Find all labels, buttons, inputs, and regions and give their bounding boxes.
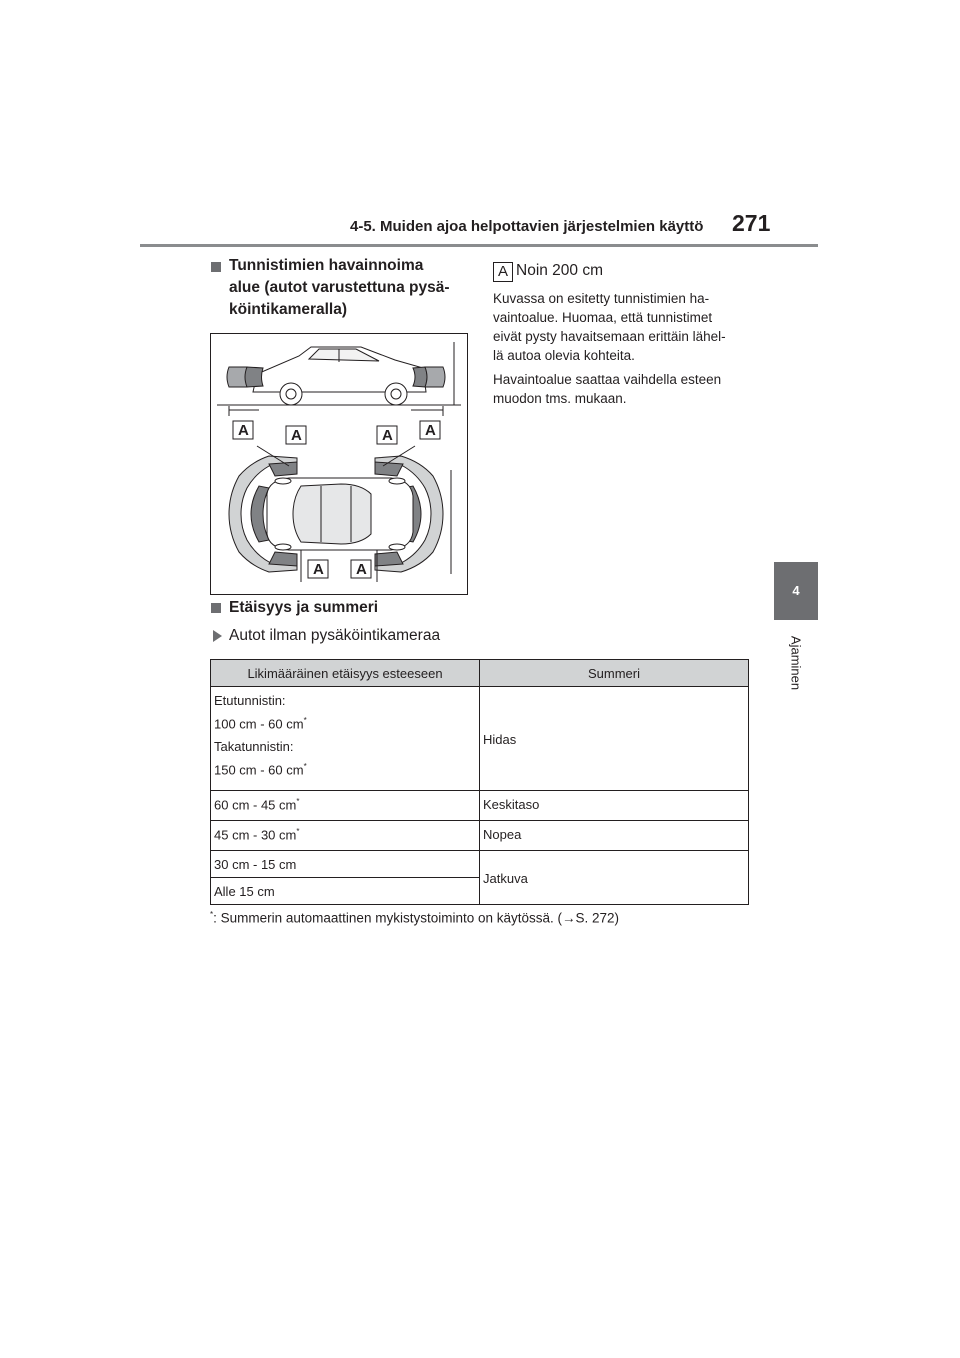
subsection-heading-no-camera: Autot ilman pysäköintikameraa (229, 627, 441, 644)
section-bullet-square-2 (211, 603, 221, 613)
table-row (211, 851, 749, 878)
legend-note-obstacle-shape: Havaintoalue saattaa vaihdella esteen muodon tms. mukaan. (493, 372, 722, 406)
table-header-row (211, 660, 749, 687)
table-cell-buzzer: Hidas (480, 687, 749, 791)
rear-sensor-range: 150 cm - 60 cm* (214, 762, 307, 778)
marker-a-3: A (382, 427, 393, 444)
subsection-bullet-triangle (213, 630, 222, 642)
legend-distance-text: Noin 200 cm (516, 262, 604, 279)
table-cell-buzzer: Nopea (480, 821, 749, 851)
table-cell-distance: Alle 15 cm (211, 878, 480, 905)
legend-note-detection-area: Kuvassa on esitetty tunnistimien ha- vaintoalue. Huomaa, että tunnistimet eivät pysty havaitsemaan erittäin lähel- lä autoa olevia kohteita. (493, 291, 726, 363)
marker-a-2: A (291, 427, 302, 444)
table-row (211, 687, 749, 791)
distance-buzzer-table (210, 659, 749, 905)
table-footnote: *: Summerin automaattinen mykistystoiminto on käytössä. (→S. 272) (210, 910, 620, 926)
table-header-buzzer: Summeri (480, 660, 749, 687)
table-cell-buzzer: Jatkuva (480, 851, 749, 905)
legend-marker-a: A (493, 262, 513, 282)
table-row (211, 821, 749, 851)
page-header-title: 4-5. Muiden ajoa helpottavien järjestelmien käyttö (350, 218, 704, 235)
header-divider (140, 244, 818, 247)
marker-a-4: A (425, 422, 436, 439)
rear-sensor-label: Takatunnistin: (214, 739, 294, 755)
car-top-view-body (267, 478, 413, 550)
section-heading-distance-buzzer: Etäisyys ja summeri (229, 599, 379, 616)
marker-a-6: A (356, 561, 367, 578)
section-bullet-square (211, 262, 221, 272)
marker-a-5: A (313, 561, 324, 578)
section-heading-sensor-range: Tunnistimien havainnoima alue (autot varustettuna pysä- köintikameralla) (229, 257, 450, 318)
dimension-lines-side (229, 406, 443, 416)
rear-sensor-zones-side (227, 367, 263, 387)
chapter-tab[interactable]: 4 (774, 562, 818, 620)
table-cell-distance: 30 cm - 15 cm (211, 851, 480, 878)
table-row (211, 791, 749, 821)
table-header-distance: Likimääräinen etäisyys esteeseen (211, 660, 480, 687)
chapter-label: Ajaminen (788, 635, 804, 691)
table-cell-buzzer: Keskitaso (480, 791, 749, 821)
page-number: 271 (732, 210, 771, 236)
front-sensor-label: Etutunnistin: (214, 693, 286, 708)
table-cell-distance (211, 687, 480, 791)
sensor-range-figure (210, 333, 468, 595)
front-sensor-zones-side (413, 367, 445, 387)
front-sensor-range: 100 cm - 60 cm* (214, 716, 307, 732)
table-cell-distance: 45 cm - 30 cm* (211, 821, 480, 851)
marker-a-1: A (238, 422, 249, 439)
table-cell-distance: 60 cm - 45 cm* (211, 791, 480, 821)
